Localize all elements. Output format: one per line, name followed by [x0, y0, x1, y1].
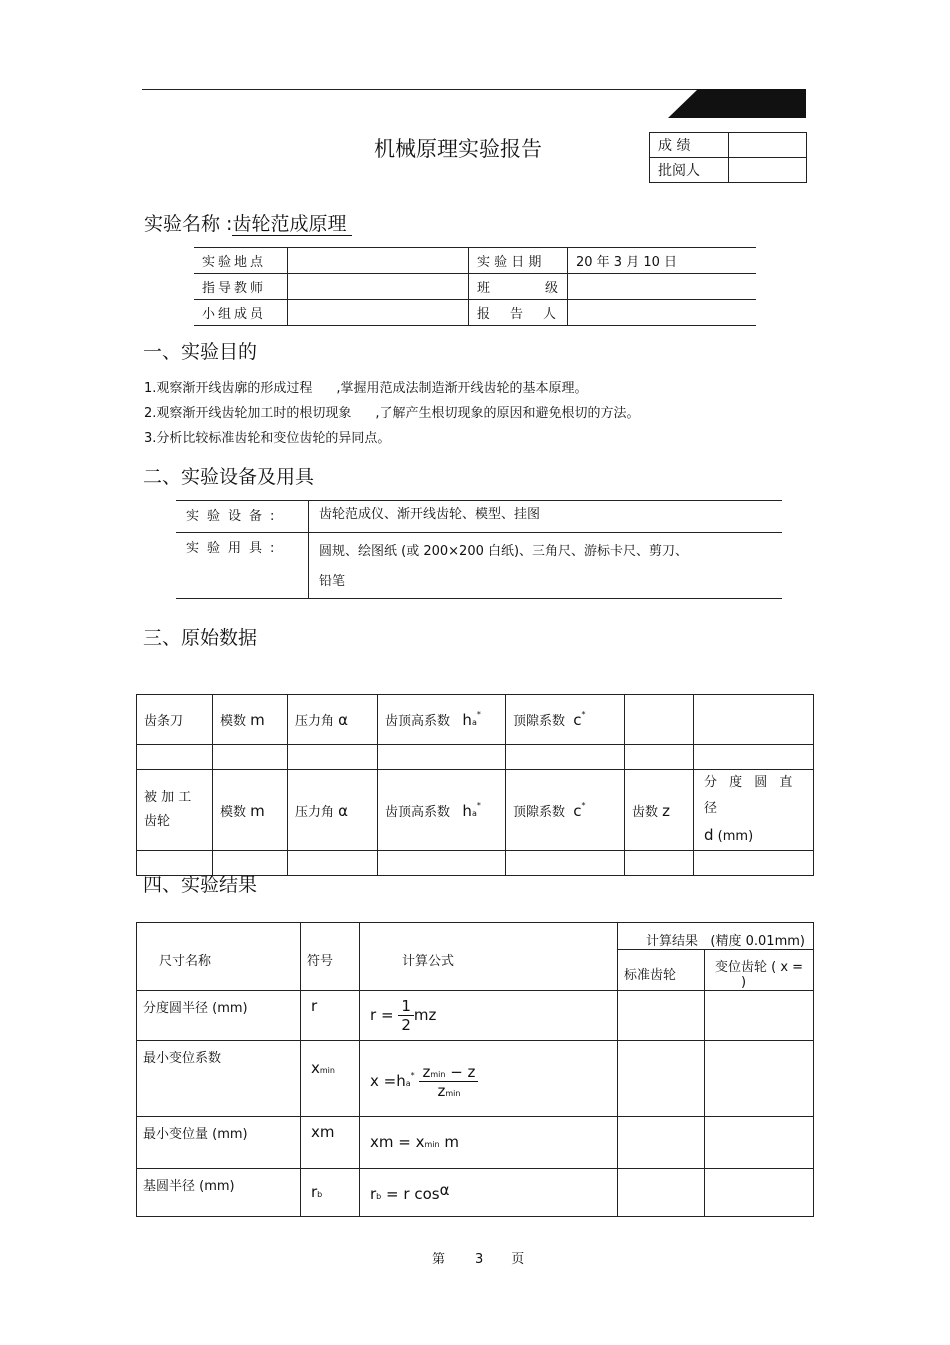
col-name-header: 尺寸名称 [137, 923, 301, 991]
members-label: 小组成员 [194, 300, 288, 326]
gear-value-cell[interactable] [378, 851, 506, 876]
row-pitch-radius-symbol: r [301, 991, 360, 1041]
row-min-shift-standard[interactable] [618, 1117, 705, 1169]
rack-pressure-angle-label: 压力角 α [288, 695, 378, 745]
equipment-value: 齿轮范成仪、渐开线齿轮、模型、挂图 [309, 501, 783, 533]
reporter-value[interactable] [568, 300, 757, 326]
raw-data-table [136, 694, 814, 876]
col-symbol-header: 符号 [301, 923, 360, 991]
rack-addendum-label: 齿顶高系数 ha* [378, 695, 506, 745]
teacher-label: 指导教师 [194, 274, 288, 300]
row-min-shift-coef-name: 最小变位系数 [137, 1041, 301, 1117]
rack-value-cell[interactable] [378, 745, 506, 770]
row-min-shift-name: 最小变位量 (mm) [137, 1117, 301, 1169]
row-base-radius-standard[interactable] [618, 1169, 705, 1217]
gear-value-cell[interactable] [625, 851, 694, 876]
equipment-table [176, 500, 782, 599]
rack-module-label: 模数 m [213, 695, 288, 745]
rack-value-cell[interactable] [506, 745, 625, 770]
tools-label: 实验用具: [176, 533, 309, 599]
experiment-name-value: 齿轮范成原理 [232, 213, 352, 236]
gear-module-label: 模数 m [213, 770, 288, 851]
purpose-item-2: 2.观察渐开线齿轮加工时的根切现象 ,了解产生根切现象的原因和避免根切的方法。 [144, 406, 640, 421]
row-base-radius-modified[interactable] [705, 1169, 814, 1217]
date-label: 实 验 日 期 [469, 248, 568, 274]
results-table [136, 922, 814, 1217]
rack-empty-cell-1[interactable] [625, 695, 694, 745]
tools-value: 圆规、绘图纸 (或 200×200 白纸)、三角尺、游标卡尺、剪刀、 铅笔 [309, 533, 783, 599]
rack-value-cell[interactable] [694, 745, 814, 770]
col-result-header: 计算结果 (精度 0.01mm) [618, 923, 814, 950]
grade-value-cell[interactable] [729, 133, 807, 158]
members-value[interactable] [288, 300, 469, 326]
section-heading-raw-data: 三、原始数据 [143, 627, 258, 649]
section-heading-results: 四、实验结果 [143, 874, 258, 896]
row-min-shift-modified[interactable] [705, 1117, 814, 1169]
section-heading-purpose: 一、实验目的 [143, 341, 258, 363]
row-base-radius-formula: rb = r cosα [360, 1169, 618, 1217]
grade-label: 成 绩 [650, 133, 729, 158]
date-value[interactable]: 20 年 3 月 10 日 [568, 248, 757, 274]
location-label: 实验地点 [194, 248, 288, 274]
workpiece-label: 被 加 工 齿轮 [137, 770, 213, 851]
row-base-radius-name: 基圆半径 (mm) [137, 1169, 301, 1217]
row-pitch-radius-formula: r = $\frac{1}{2}$ mz [360, 991, 618, 1041]
rack-value-cell[interactable] [137, 745, 213, 770]
row-pitch-radius-standard[interactable] [618, 991, 705, 1041]
col-modified-header: 变位齿轮 ( x =) [705, 950, 814, 991]
gear-value-cell[interactable] [694, 851, 814, 876]
document-title: 机械原理实验报告 [374, 137, 542, 161]
row-min-shift-coef-modified[interactable] [705, 1041, 814, 1117]
rack-value-cell[interactable] [288, 745, 378, 770]
col-formula-header: 计算公式 [360, 923, 618, 991]
col-standard-header: 标准齿轮 [618, 950, 705, 991]
row-min-shift-coef-symbol: xmin [301, 1041, 360, 1117]
gear-addendum-label: 齿顶高系数 ha* [378, 770, 506, 851]
pitch-diameter-label: 分 度 圆 直 径 d (mm) [694, 770, 814, 851]
location-value[interactable] [288, 248, 469, 274]
teacher-value[interactable] [288, 274, 469, 300]
purpose-list [144, 376, 640, 451]
reporter-label: 报 告 人 [469, 300, 568, 326]
gear-teeth-label: 齿数 z [625, 770, 694, 851]
row-base-radius-symbol: rb [301, 1169, 360, 1217]
rack-value-cell[interactable] [625, 745, 694, 770]
grade-box [649, 132, 807, 183]
gear-pressure-angle-label: 压力角 α [288, 770, 378, 851]
gear-clearance-label: 顶隙系数 c* [506, 770, 625, 851]
purpose-item-1: 1.观察渐开线齿廓的形成过程 ,掌握用范成法制造渐开线齿轮的基本原理。 [144, 381, 588, 396]
class-value[interactable] [568, 274, 757, 300]
rack-clearance-label: 顶隙系数 c* [506, 695, 625, 745]
gear-value-cell[interactable] [506, 851, 625, 876]
header-corner-block [668, 89, 806, 118]
purpose-item-3: 3.分析比较标准齿轮和变位齿轮的异同点。 [144, 431, 391, 446]
gear-value-cell[interactable] [288, 851, 378, 876]
experiment-name-label: 实验名称 : [144, 213, 233, 235]
rack-empty-cell-2[interactable] [694, 695, 814, 745]
row-min-shift-symbol: xm [301, 1117, 360, 1169]
reviewer-value-cell[interactable] [729, 158, 807, 183]
page-number: 第 3 页 [432, 1252, 525, 1267]
equipment-label: 实验设备: [176, 501, 309, 533]
experiment-info-table [194, 247, 756, 326]
section-heading-equipment: 二、实验设备及用具 [143, 466, 315, 488]
reviewer-label: 批阅人 [650, 158, 729, 183]
rack-value-cell[interactable] [213, 745, 288, 770]
row-pitch-radius-name: 分度圆半径 (mm) [137, 991, 301, 1041]
row-min-shift-formula: xm = xmin m [360, 1117, 618, 1169]
row-min-shift-coef-standard[interactable] [618, 1041, 705, 1117]
class-label: 班 级 [469, 274, 568, 300]
row-pitch-radius-modified[interactable] [705, 991, 814, 1041]
experiment-name-line [144, 209, 352, 236]
row-min-shift-coef-formula: x =ha* $\frac{zmin - z}{zmin}$ [360, 1041, 618, 1117]
rack-cutter-label: 齿条刀 [137, 695, 213, 745]
